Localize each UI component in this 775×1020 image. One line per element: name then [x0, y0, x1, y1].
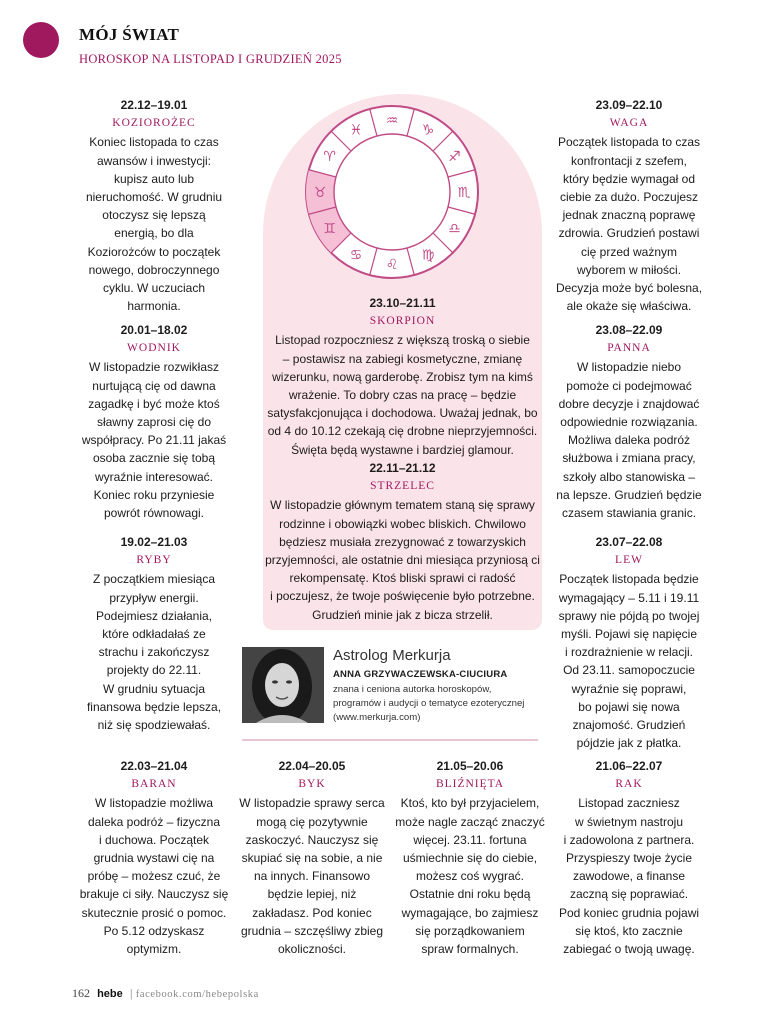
text-line: przyjemności, ale ostatnie dni miesiąca przyniosą ci: [265, 553, 540, 568]
text-line: (www.merkurja.com): [333, 712, 421, 724]
text-line: powrót równowagi.: [103, 506, 205, 521]
sign-text: [394, 794, 546, 958]
zodiac-glyph: ♐: [448, 149, 461, 165]
text-line: rekompensatę. Ktoś bliski sprawi ci radość: [289, 571, 516, 586]
sign-dates: 19.02–21.03: [120, 535, 188, 549]
text-line: które odkładałaś ze: [102, 627, 206, 642]
sign-text: [78, 794, 230, 958]
text-line: będziesz musiała zrezygnować z towarzyskich: [279, 534, 526, 549]
text-line: się porządkowaniem: [415, 923, 525, 938]
text-line: ciebie za dużo. Poczujesz: [559, 190, 699, 205]
text-line: bo pojawi się nowa: [578, 699, 680, 714]
sign-text: [78, 358, 230, 522]
text-line: sprawy nie pójdą po twojej: [558, 608, 700, 623]
text-line: wyraźnie interesować.: [94, 469, 214, 484]
zodiac-glyph: ♉: [313, 185, 327, 201]
sign-dates: 22.12–19.01: [120, 98, 188, 112]
text-line: zakładasz. Pod koniec: [252, 905, 372, 920]
text-line: osoba zacznie się tobą: [92, 451, 216, 466]
text-line: zagadkę i być może ktoś: [88, 396, 220, 411]
text-line: Listopad zaczniesz: [578, 796, 680, 811]
text-line: Koniec roku przyniesie: [93, 487, 215, 502]
sign-baran: [78, 757, 230, 958]
text-line: wymagający – 5.11 i 19.11: [558, 590, 700, 605]
sign-name: BYK: [298, 778, 326, 791]
sign-panna: [550, 321, 708, 522]
text-line: optymizm.: [126, 942, 182, 957]
zodiac-glyph: ♊: [323, 221, 336, 237]
text-line: kupisz auto lub: [113, 171, 195, 186]
astrologer-title: Astrolog Merkurja: [333, 647, 451, 664]
sign-name: WAGA: [609, 117, 649, 130]
page-number: 162: [72, 986, 90, 1000]
astrologer-description: [333, 683, 543, 726]
text-line: się ktoś, kto zacznie: [575, 923, 683, 938]
text-line: który będzie wymagał od: [562, 171, 696, 186]
zodiac-glyph: ♓: [349, 122, 363, 139]
sign-dates: 21.05–20.06: [436, 759, 504, 773]
text-line: Koniec listopada to czas: [89, 135, 219, 150]
sign-wodnik: [78, 321, 230, 522]
text-line: znana i ceniona autorka horoskopów,: [333, 684, 492, 695]
footer: [72, 986, 259, 1001]
sign-ryby: [78, 533, 230, 734]
text-line: znajomość. Grudzień: [572, 718, 686, 733]
text-line: odpowiednie rozwiązania.: [560, 415, 698, 430]
sign-bliznieta: [394, 757, 546, 958]
text-line: szkoły albo stanowiska –: [562, 469, 696, 484]
text-line: możesz coś wygrać.: [415, 869, 525, 884]
text-line: zawodowe, a finanse: [572, 869, 686, 884]
text-line: będzie lepiej, niż: [267, 887, 357, 902]
text-line: może nagle zacząć znaczyć: [395, 814, 545, 829]
sign-name: RAK: [615, 778, 643, 791]
text-line: nowego, dobroczynnego: [88, 262, 220, 277]
text-line: i zadowolona z partnera.: [563, 832, 695, 847]
text-line: w świetnym nastroju: [574, 814, 684, 829]
text-line: współpracy. Po 21.11 jakaś: [81, 433, 227, 448]
text-line: wyborem w miłości.: [576, 262, 681, 277]
text-line: niż się spodziewałaś.: [97, 718, 211, 733]
text-line: grudnia – szczęśliwy zbieg: [240, 923, 384, 938]
text-line: Grudzień minie jak z bicza strzelił.: [312, 607, 493, 622]
sign-dates: 23.07–22.08: [595, 535, 663, 549]
text-line: wrażenie. To dobry czas na pracę – będzie: [288, 388, 517, 403]
text-line: wyraźnie się poprawi,: [571, 681, 687, 696]
text-line: cię przed ważnym: [580, 244, 678, 259]
text-line: harmonia.: [127, 299, 181, 314]
footer-separator: |: [129, 988, 133, 1000]
text-line: od 4 do 10.12 czekają cię drobne nieprzyjemności.: [267, 424, 538, 439]
sign-dates: 23.10–21.11: [369, 296, 436, 310]
sign-text: [236, 794, 388, 958]
text-line: finansowa będzie lepsza,: [86, 699, 222, 714]
sign-text: [78, 133, 230, 315]
text-line: W grudniu sytuacja: [102, 681, 206, 696]
sign-name: WODNIK: [127, 342, 181, 355]
section-dot: [23, 22, 59, 58]
text-line: okoliczności.: [277, 942, 347, 957]
text-line: Podejmiesz działania,: [95, 608, 213, 623]
text-line: Pod koniec grudnia pojawi: [558, 905, 700, 920]
text-line: Listopad rozpoczniesz z większą troską o siebie: [275, 333, 530, 348]
sign-dates: 23.09–22.10: [595, 98, 663, 112]
text-line: brakuje ci siły. Nauczysz się: [79, 887, 229, 902]
text-line: skutecznie prosić o pomoc.: [81, 905, 227, 920]
sign-text: [550, 358, 708, 522]
text-line: Święta będą wystawne i bardziej glamour.: [291, 442, 514, 457]
text-line: i poczujesz, że twoje poświęcenie było potrzebne.: [270, 589, 535, 604]
text-line: jednak znaczną poprawę: [562, 208, 696, 223]
text-line: próbę – możesz czuć, że: [87, 869, 221, 884]
text-line: programów i audycji o tematyce ezoterycznej: [333, 698, 525, 710]
text-line: Od 23.11. samopoczucie: [563, 663, 695, 678]
sign-dates: 22.04–20.05: [278, 759, 346, 773]
text-line: na innych. Finansowo: [253, 869, 371, 884]
text-line: projekty do 22.11.: [106, 663, 202, 678]
text-line: i rozdrażnienie w relacji.: [564, 645, 694, 660]
text-line: W listopadzie rozwikłasz: [88, 360, 220, 375]
sign-byk: [236, 757, 388, 958]
sign-text: [551, 794, 707, 958]
social-link[interactable]: facebook.com/hebepolska: [135, 989, 259, 1000]
text-line: Możliwa daleka podróż: [567, 433, 691, 448]
text-line: W listopadzie niebo: [576, 360, 682, 375]
zodiac-glyph: ♒: [385, 113, 399, 129]
text-line: rodzinne i obowiązki wobec bliskich. Chwilowo: [279, 516, 526, 531]
zodiac-glyph: ♏: [457, 185, 471, 201]
text-line: W listopadzie możliwa: [94, 796, 214, 811]
text-line: Z początkiem miesiąca: [92, 572, 216, 587]
text-line: mogą cię pozytywnie: [256, 814, 368, 829]
zodiac-glyph: ♍: [421, 247, 435, 264]
text-line: ale okaże się właściwa.: [566, 299, 692, 314]
portrait-image: [242, 647, 324, 723]
text-line: Koziorożców to początek: [87, 244, 221, 259]
text-line: awansów i inwestycji:: [96, 153, 212, 168]
sign-text: [550, 133, 708, 315]
sign-text: [263, 496, 542, 623]
astrologer-photo: [242, 647, 324, 723]
text-line: wymagające, bo zajmiesz: [401, 905, 539, 920]
divider: [242, 739, 538, 741]
text-line: pójdzie jak z płatka.: [576, 736, 682, 751]
text-line: nieruchomość. W grudniu: [85, 190, 223, 205]
sign-name: BLIŹNIĘTA: [435, 778, 505, 791]
text-line: dobre decyzje i znajdować: [558, 396, 700, 411]
text-line: daleka podróż – fizyczna: [87, 814, 221, 829]
brand-logo: hebe: [97, 988, 123, 1000]
text-line: satysfakcjonująca i dochodowa. Uważaj jednak, bo: [267, 406, 538, 421]
text-line: na lepsze. Grudzień będzie: [556, 487, 702, 502]
sign-name: STRZELEC: [370, 480, 435, 493]
text-line: – postawisz na zabiegi kosmetyczne, zmianę: [282, 351, 523, 366]
text-line: służbowa i zmiana pracy,: [562, 451, 696, 466]
text-line: Początek listopada będzie: [559, 572, 699, 587]
text-line: Początek listopada to czas: [557, 135, 701, 150]
text-line: zdrowia. Grudzień postawi: [558, 226, 700, 241]
zodiac-wheel: [302, 102, 482, 282]
sign-strzelec: [263, 459, 542, 624]
sign-rak: [551, 757, 707, 958]
sign-name: PANNA: [607, 342, 651, 355]
sign-skorpion: [263, 294, 542, 459]
sign-name: LEW: [615, 554, 643, 567]
sign-name: RYBY: [136, 554, 172, 567]
text-line: zaczną się poprawiać.: [569, 887, 689, 902]
sign-koziorozec: [78, 96, 230, 315]
sign-lew: [550, 533, 708, 752]
sign-dates: 21.06–22.07: [595, 759, 663, 773]
zodiac-glyph: ♋: [349, 247, 363, 264]
sign-waga: [550, 96, 708, 315]
text-line: energią, bo dla: [114, 226, 194, 241]
sign-dates: 22.03–21.04: [120, 759, 188, 773]
text-line: sławny zaprosi cię do: [96, 415, 212, 430]
text-line: zaskoczyć. Nauczysz się: [245, 832, 379, 847]
astrologer-name: ANNA GRZYWACZEWSKA-CIUCIURA: [333, 669, 508, 680]
text-line: Po 5.12 odzyskasz: [103, 923, 205, 938]
text-line: czasem stawiania granic.: [561, 506, 697, 521]
text-line: skupiać się na sobie, a nie: [241, 851, 383, 866]
sign-name: KOZIOROŻEC: [112, 117, 196, 130]
text-line: przypływ energii.: [109, 590, 199, 605]
section-title: MÓJ ŚWIAT: [79, 25, 180, 44]
sign-dates: 22.11–21.12: [369, 461, 436, 475]
text-line: uśmiechnie się do ciebie,: [402, 851, 538, 866]
text-line: W listopadzie sprawy serca: [239, 796, 385, 811]
text-line: strachu i zakończysz: [98, 645, 210, 660]
section-subtitle: HOROSKOP NA LISTOPAD I GRUDZIEŃ 2025: [79, 52, 342, 66]
sign-name: SKORPION: [369, 315, 436, 328]
sign-dates: 23.08–22.09: [595, 323, 663, 337]
text-line: cyklu. W uczuciach: [102, 281, 206, 296]
zodiac-glyph: ♈: [323, 149, 336, 165]
zodiac-glyph: ♌: [385, 257, 399, 273]
text-line: Ktoś, kto był przyjacielem,: [400, 796, 540, 811]
text-line: otoczysz się lepszą: [102, 208, 206, 223]
text-line: Ostatnie dni roku będą: [409, 887, 531, 902]
zodiac-glyph: ♑: [421, 122, 435, 139]
text-line: spraw formalnych.: [421, 942, 519, 957]
text-line: konfrontacji z szefem,: [570, 153, 688, 168]
text-line: Przyspieszy twoje życie: [565, 851, 693, 866]
text-line: grudnia wystawi cię na: [93, 851, 215, 866]
zodiac-glyph: ♎: [448, 221, 461, 237]
text-line: W listopadzie głównym tematem staną się sprawy: [270, 498, 535, 513]
text-line: nurtującą cię od dawna: [92, 378, 216, 393]
text-line: Decyzja może być bolesna,: [555, 281, 703, 296]
sign-text: [78, 570, 230, 734]
sign-text: [550, 570, 708, 752]
text-line: więcej. 23.11. fortuna: [413, 832, 527, 847]
sign-dates: 20.01–18.02: [120, 323, 188, 337]
sign-text: [263, 331, 542, 458]
text-line: pomoże ci podejmować: [566, 378, 692, 393]
text-line: wizerunku, nową garderobę. Zrobisz tym na kimś: [272, 369, 533, 384]
sign-name: BARAN: [131, 778, 177, 791]
text-line: myśli. Pojawi się napięcie: [560, 627, 698, 642]
text-line: i duchowa. Początek: [98, 832, 210, 847]
text-line: zabiegać o twoją uwagę.: [563, 942, 695, 957]
